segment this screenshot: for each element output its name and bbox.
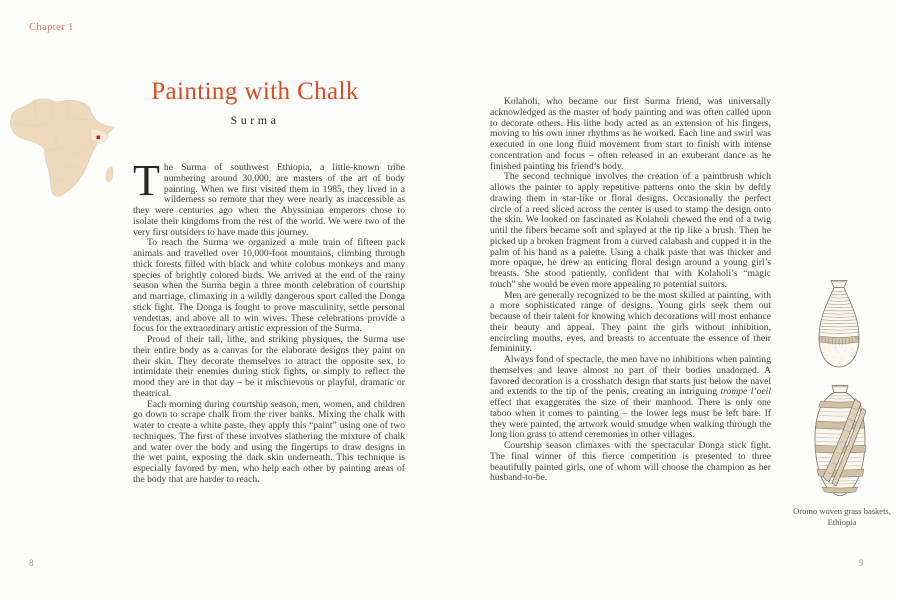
right-text-column [490, 97, 771, 484]
title-block [133, 78, 377, 128]
paragraph-text: he Surma of southwest Ethiopia, a little-known tribe numbering around 30,000, are masters of the art of body painting. When we first visited them in 1985, they lived in a wilderness so remote that they were nearly as inaccessible as they were centuries ago when the Abyssinian emperors chose to isolate their kingdoms from the rest of the world. We were two of the very first outsiders to have made this journey. [133, 162, 405, 238]
illustration-caption: Oromo woven grass baskets, Ethiopia [793, 506, 891, 527]
chapter-title: Painting with Chalk [151, 78, 359, 105]
paragraph: Always fond of spectacle, the men have no inhibitions when painting themselves and leave almost no part of their bodies unadorned. A favored decoration is a crosshatch design that starts just below the navel and extends to the tip of the penis, creating an intriguing trompe l’oeil effect that exaggerates the size of their manhood. There is only one taboo when it comes to painting – the lower legs must be left bare. If they were painted, the artwork would smudge when walking through the long lion grass to attend ceremonies in other villages. [490, 354, 771, 441]
page-number-right: 9 [859, 558, 864, 568]
basket-illustration-top [810, 278, 868, 372]
chapter-label: Chapter 1 [29, 22, 74, 33]
page-number-left: 8 [29, 558, 34, 568]
madagascar-shape [106, 167, 113, 183]
paragraph-dropcap [133, 156, 405, 238]
paragraph: Men are generally recognized to be the most skilled at painting, with a more sophisticated range of designs. Young girls seek them out because of their talent for knowing which decorations will most enhance their beauty and appeal. They paint the girls without inhibition, encircling mouths, eyes, and breasts to accentuate the essence of their femininity. [490, 289, 771, 355]
paragraph: Courtship season climaxes with the spectacular Donga stick fight. The final winner of this fierce competition is presented to three beautifully painted girls, one of whom will choose the champion as her husband-to-be. [490, 440, 771, 484]
paragraph: The second technique involves the creation of a paintbrush which allows the painter to apply repetitive patterns onto the skin by deftly drawing them in star-like or floral designs. Occasionally the perfect circle of a reed sliced across the center is used to stamp the design onto the skin. We looked on fascinated as Kolaholi chewed the end of a twig until the fibers became soft and splayed at the tip like a brush. Then he picked up a broken fragment from a curved calabash and cupped it in the palm of his hand as a palette. Using a chalk paste that was thicker and more opaque, he drew an enticing floral design around a young girl’s breasts. She stood patiently, confident that with Kolaholi’s “magic touch” she would be even more appealing to potential suitors. [490, 171, 771, 290]
paragraph: Each morning during courtship season, men, women, and children go down to scrape chalk from the river banks. Mixing the chalk with water to create a white paste, they apply this “paint” using one of two techniques. The first of these involves slathering the mixture of chalk and water over the body and using the fingertips to draw designs in the wet paint, exposing the dark skin underneath. This technique is especially favored by men, who help each other by painting areas of the body that are harder to reach. [133, 398, 405, 485]
tribe-subtitle: Surma [230, 113, 280, 127]
paragraph: Kolaholi, who became our first Surma friend, was universally acknowledged as the master of body painting and was often called upon to decorate others. His lithe body acted as an extension of his fingers, moving to his own inner rhythms as he worked. Each line and swirl was executed in one long fluid movement from start to finish with intense concentration and focus – often released in an exuberant dance as he finished painting his friend’s body. [490, 96, 771, 172]
left-text-column [133, 156, 405, 486]
paragraph: To reach the Surma we organized a mule train of fifteen pack animals and travelled over 10,000-foot mountains, climbing through thick forests filled with black and white colobus monkeys and many species of brightly colored birds. We arrived at the end of the rainy season when the Surma begin a three month celebration of courtship and marriage, climaxing in a wildly dangerous sport called the Donga stick fight. The Donga is fought to prove masculinity, settle personal vendettas, and above all to win wives. These celebrations provide a focus for the extraordinary artistic expression of the Surma. [133, 237, 405, 335]
paragraph: Proud of their tall, lithe, and striking physiques, the Surma use their entire body as a canvas for the elaborate designs they paint on their skin. They decorate themselves to attract the opposite sex, to intimidate their enemies during stick fights, or simply to reflect the mood they are in that day – be it mischievous or playful, dramatic or theatrical. [133, 334, 405, 399]
africa-map-icon [8, 96, 120, 204]
basket-illustration-bottom [806, 384, 875, 500]
page-right [450, 0, 900, 600]
drop-cap-letter: T [133, 156, 160, 205]
surma-location-marker [97, 136, 101, 140]
